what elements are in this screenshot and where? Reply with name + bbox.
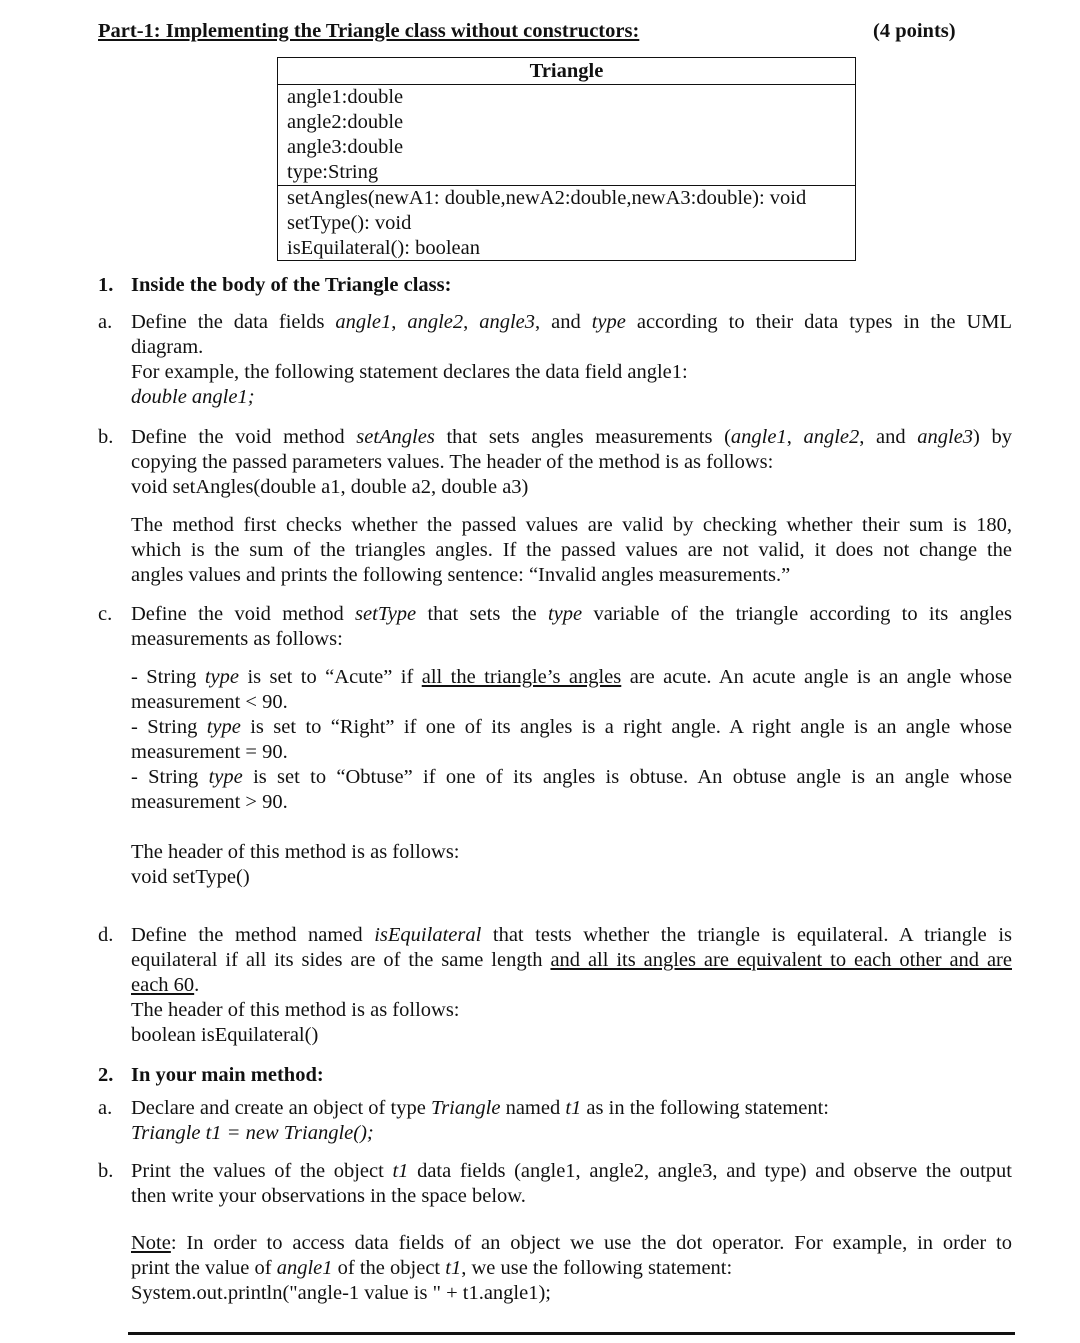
field-angle2: angle2: [407, 311, 464, 333]
code-snippet: double angle1;: [131, 386, 255, 408]
item-2b: [131, 1159, 1012, 1306]
uml-method: setType(): void: [287, 212, 412, 234]
rule-acute: measurement < 90.: [131, 691, 288, 713]
item-1c-line: measurements as follows:: [131, 628, 343, 650]
item-1d-line: each 60.: [131, 974, 200, 996]
method-header: boolean isEquilateral(): [131, 1024, 319, 1046]
rule-right: - String type is set to “Right” if one of its angles is a right angle. A right angle is an angle whose: [131, 716, 1012, 738]
uml-methods-section: [278, 186, 855, 261]
rule-obtuse: measurement > 90.: [131, 791, 288, 813]
rule-right: measurement = 90.: [131, 741, 288, 763]
item-1b: [131, 425, 1012, 588]
code-snippet: Triangle t1 = new Triangle();: [131, 1122, 374, 1144]
item-2b-line: then write your observations in the space below.: [131, 1185, 526, 1207]
item-1c-line: The header of this method is as follows:: [131, 841, 460, 863]
points-label: (4 points): [873, 20, 956, 42]
item-2a: [131, 1096, 1012, 1146]
item-1a: [131, 310, 1012, 410]
method-header: void setAngles(double a1, double a2, double a3): [131, 476, 529, 498]
part-heading: [98, 19, 978, 49]
part-title: Part-1: Implementing the Triangle class without constructors:: [98, 20, 640, 42]
item-1b-line: copying the passed parameters values. The header of the method is as follows:: [131, 451, 774, 473]
note-line: Note: In order to access data fields of an object we use the dot operator. For example, in order to: [131, 1232, 1012, 1254]
method-isequilateral: isEquilateral: [374, 924, 482, 946]
method-settype: setType: [355, 603, 417, 625]
item-2a-letter: a.: [98, 1097, 113, 1119]
section-1-title: Inside the body of the Triangle class:: [131, 274, 452, 296]
uml-field: angle3:double: [287, 136, 404, 158]
note-line: print the value of angle1 of the object t1, we use the following statement:: [131, 1257, 733, 1279]
method-setangles: setAngles: [356, 426, 435, 448]
item-2b-letter: b.: [98, 1160, 114, 1182]
section-2-number: 2.: [98, 1064, 114, 1086]
uml-method: isEquilateral(): boolean: [287, 237, 480, 259]
rule-obtuse: - String type is set to “Obtuse” if one of its angles is obtuse. An obtuse angle is an angle whose: [131, 766, 1013, 788]
item-1d-line: Define the method named isEquilateral that tests whether the triangle is equilateral. A triangle is: [131, 924, 1012, 946]
note-label: Note: [131, 1232, 171, 1254]
item-1b-paragraph: The method first checks whether the passed values are valid by checking whether their sum is 180,: [131, 514, 1012, 536]
field-angle3: angle3: [479, 311, 536, 333]
item-1d-letter: d.: [98, 924, 114, 946]
item-1a-line: diagram.: [131, 336, 204, 358]
uml-class-diagram: [277, 57, 856, 261]
item-2b-line: Print the values of the object t1 data fields (angle1, angle2, angle3, and type) and observe the output: [131, 1160, 1013, 1182]
uml-field: angle2:double: [287, 111, 404, 133]
item-2a-line: Declare and create an object of type Triangle named t1 as in the following statement:: [131, 1097, 829, 1119]
item-1c-letter: c.: [98, 603, 113, 625]
uml-field: type:String: [287, 161, 379, 183]
uml-method: setAngles(newA1: double,newA2:double,newA3:double): void: [287, 187, 807, 209]
rule-acute: - String type is set to “Acute” if all the triangle’s angles are acute. An acute angle is an angle whose: [131, 666, 1013, 688]
uml-field: angle1:double: [287, 86, 404, 108]
field-type: type: [591, 311, 626, 333]
item-1a-line: Define the data fields angle1, angle2, angle3, and type according to their data types in the UML: [131, 311, 1012, 333]
item-1b-paragraph: angles values and prints the following sentence: “Invalid angles measurements.”: [131, 564, 791, 586]
item-1d-line: equilateral if all its sides are of the same length and all its angles are equivalent to each other and are: [131, 949, 1012, 971]
item-1c: [131, 602, 1012, 890]
code-snippet: System.out.println("angle-1 value is " + t1.angle1);: [131, 1282, 551, 1304]
method-header: void setType(): [131, 866, 250, 888]
uml-class-name: Triangle: [278, 58, 855, 85]
item-1d-line: The header of this method is as follows:: [131, 999, 460, 1021]
item-1a-line: For example, the following statement declares the data field angle1:: [131, 361, 688, 383]
section-2-title: In your main method:: [131, 1064, 324, 1086]
item-1c-line: Define the void method setType that sets the type variable of the triangle according to its angles: [131, 603, 1012, 625]
item-1d: [131, 923, 1012, 1048]
answer-space-rule: [128, 1332, 1015, 1335]
section-1-number: 1.: [98, 274, 114, 296]
uml-fields-section: [278, 85, 855, 186]
item-1a-letter: a.: [98, 311, 113, 333]
item-1b-paragraph: which is the sum of the triangles angles. If the passed values are not valid, it does not change the: [131, 539, 1012, 561]
item-1b-letter: b.: [98, 426, 114, 448]
item-1b-line: Define the void method setAngles that sets angles measurements (angle1, angle2, and angle3) by: [131, 426, 1012, 448]
field-angle1: angle1: [335, 311, 392, 333]
